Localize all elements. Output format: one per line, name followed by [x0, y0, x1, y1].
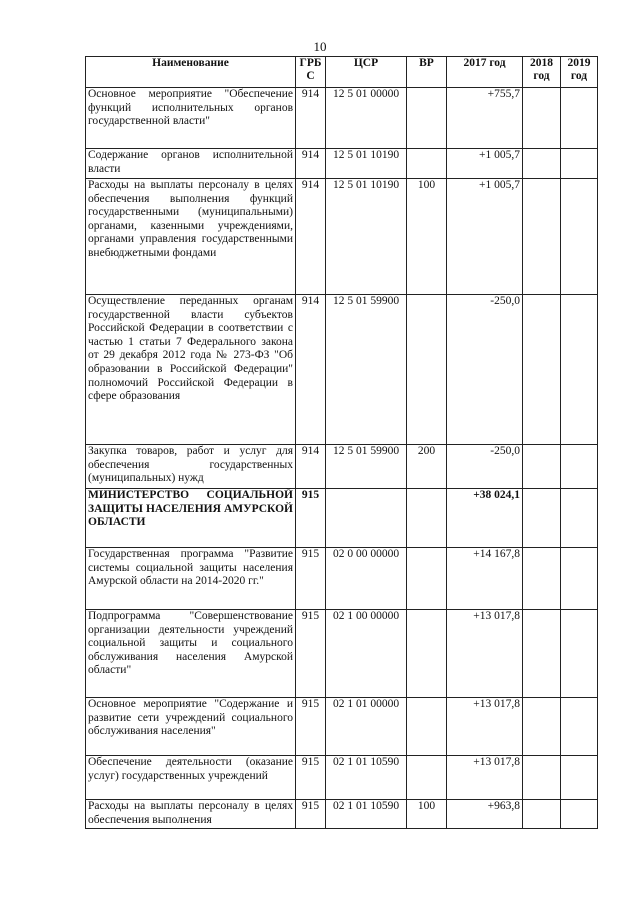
table-row [86, 756, 598, 800]
cell-vr: 100 [407, 800, 447, 829]
cell-grbs: 915 [296, 548, 326, 610]
cell-2018 [523, 610, 561, 698]
cell-2018 [523, 698, 561, 756]
cell-name: Подпрограмма "Совершенствование организации деятельности учреждений социальной защиты и социального обслуживания населения Амурской области" [86, 610, 296, 698]
cell-vr [407, 489, 447, 548]
cell-name: Обеспечение деятельности (оказание услуг) государственных учреждений [86, 756, 296, 800]
cell-2018 [523, 88, 561, 149]
table-row [86, 88, 598, 149]
cell-2018 [523, 800, 561, 829]
cell-2017: +1 005,7 [447, 179, 523, 295]
table-row [86, 489, 598, 548]
cell-grbs: 915 [296, 610, 326, 698]
cell-csr: 12 5 01 10190 [326, 149, 407, 179]
header-vr: ВР [407, 57, 447, 88]
cell-grbs: 914 [296, 445, 326, 489]
cell-2019 [561, 548, 598, 610]
cell-csr: 12 5 01 10190 [326, 179, 407, 295]
page-number: 10 [313, 39, 327, 54]
cell-2018 [523, 179, 561, 295]
cell-csr: 02 0 00 00000 [326, 548, 407, 610]
cell-name: Основное мероприятие "Содержание и развитие сети учреждений социального обслуживания населения" [86, 698, 296, 756]
cell-vr [407, 295, 447, 445]
cell-2019 [561, 88, 598, 149]
cell-grbs: 914 [296, 88, 326, 149]
cell-2019 [561, 179, 598, 295]
cell-grbs: 914 [296, 179, 326, 295]
cell-grbs: 915 [296, 800, 326, 829]
header-csr: ЦСР [326, 57, 407, 88]
cell-csr: 02 1 01 10590 [326, 800, 407, 829]
cell-csr: 02 1 01 00000 [326, 698, 407, 756]
cell-grbs: 914 [296, 149, 326, 179]
table-row [86, 548, 598, 610]
header-grbs: ГРБ С [296, 57, 326, 88]
cell-vr [407, 149, 447, 179]
cell-2018 [523, 295, 561, 445]
cell-name: Содержание органов исполнительной власти [86, 149, 296, 179]
cell-csr: 12 5 01 59900 [326, 445, 407, 489]
cell-name: Расходы на выплаты персоналу в целях обеспечения выполнения [86, 800, 296, 829]
cell-2019 [561, 445, 598, 489]
budget-table [85, 56, 598, 829]
cell-name: Расходы на выплаты персоналу в целях обеспечения выполнения функций государственными (муниципальными) органами, казенными учреждениями, органами управления государственными внебюджетными фондами [86, 179, 296, 295]
cell-2019 [561, 610, 598, 698]
cell-2018 [523, 149, 561, 179]
cell-2017: +13 017,8 [447, 610, 523, 698]
cell-2018 [523, 489, 561, 548]
table-row [86, 698, 598, 756]
cell-2017: +38 024,1 [447, 489, 523, 548]
cell-2017: -250,0 [447, 295, 523, 445]
table-row [86, 610, 598, 698]
cell-2017: +14 167,8 [447, 548, 523, 610]
cell-2018 [523, 756, 561, 800]
cell-grbs: 915 [296, 756, 326, 800]
cell-vr [407, 610, 447, 698]
cell-vr [407, 88, 447, 149]
cell-csr: 02 1 00 00000 [326, 610, 407, 698]
table-header-row [86, 57, 598, 88]
cell-2019 [561, 489, 598, 548]
cell-csr: 12 5 01 59900 [326, 295, 407, 445]
table-row [86, 295, 598, 445]
cell-2017: +1 005,7 [447, 149, 523, 179]
table-row [86, 179, 598, 295]
cell-2017: +13 017,8 [447, 756, 523, 800]
cell-name: Осуществление переданных органам государственной власти субъектов Российской Федерации в соответствии с частью 1 статьи 7 Федерального закона от 29 декабря 2012 года № 273-ФЗ "Об образовании в Российской Федерации" полномочий Российской Федерации в сфере образования [86, 295, 296, 445]
cell-grbs: 915 [296, 489, 326, 548]
table-row [86, 800, 598, 829]
table-row [86, 445, 598, 489]
cell-2018 [523, 548, 561, 610]
cell-csr [326, 489, 407, 548]
cell-name: Закупка товаров, работ и услуг для обеспечения государственных (муниципальных) нужд [86, 445, 296, 489]
cell-vr: 200 [407, 445, 447, 489]
cell-2019 [561, 756, 598, 800]
cell-2017: +755,7 [447, 88, 523, 149]
cell-2019 [561, 295, 598, 445]
cell-2019 [561, 149, 598, 179]
table-row [86, 149, 598, 179]
cell-vr: 100 [407, 179, 447, 295]
cell-2019 [561, 800, 598, 829]
cell-vr [407, 698, 447, 756]
cell-2017: +13 017,8 [447, 698, 523, 756]
cell-name: МИНИСТЕРСТВО СОЦИАЛЬНОЙ ЗАЩИТЫ НАСЕЛЕНИЯ АМУРСКОЙ ОБЛАСТИ [86, 489, 296, 548]
header-2018: 2018 год [523, 57, 561, 88]
cell-vr [407, 756, 447, 800]
cell-grbs: 914 [296, 295, 326, 445]
cell-csr: 12 5 01 00000 [326, 88, 407, 149]
cell-name: Основное мероприятие "Обеспечение функций исполнительных органов государственной власти" [86, 88, 296, 149]
header-2019: 2019 год [561, 57, 598, 88]
header-name: Наименование [86, 57, 296, 88]
cell-2019 [561, 698, 598, 756]
cell-name: Государственная программа "Развитие системы социальной защиты населения Амурской области на 2014-2020 гг." [86, 548, 296, 610]
header-2017: 2017 год [447, 57, 523, 88]
cell-2018 [523, 445, 561, 489]
cell-2017: -250,0 [447, 445, 523, 489]
cell-grbs: 915 [296, 698, 326, 756]
cell-csr: 02 1 01 10590 [326, 756, 407, 800]
cell-vr [407, 548, 447, 610]
cell-2017: +963,8 [447, 800, 523, 829]
